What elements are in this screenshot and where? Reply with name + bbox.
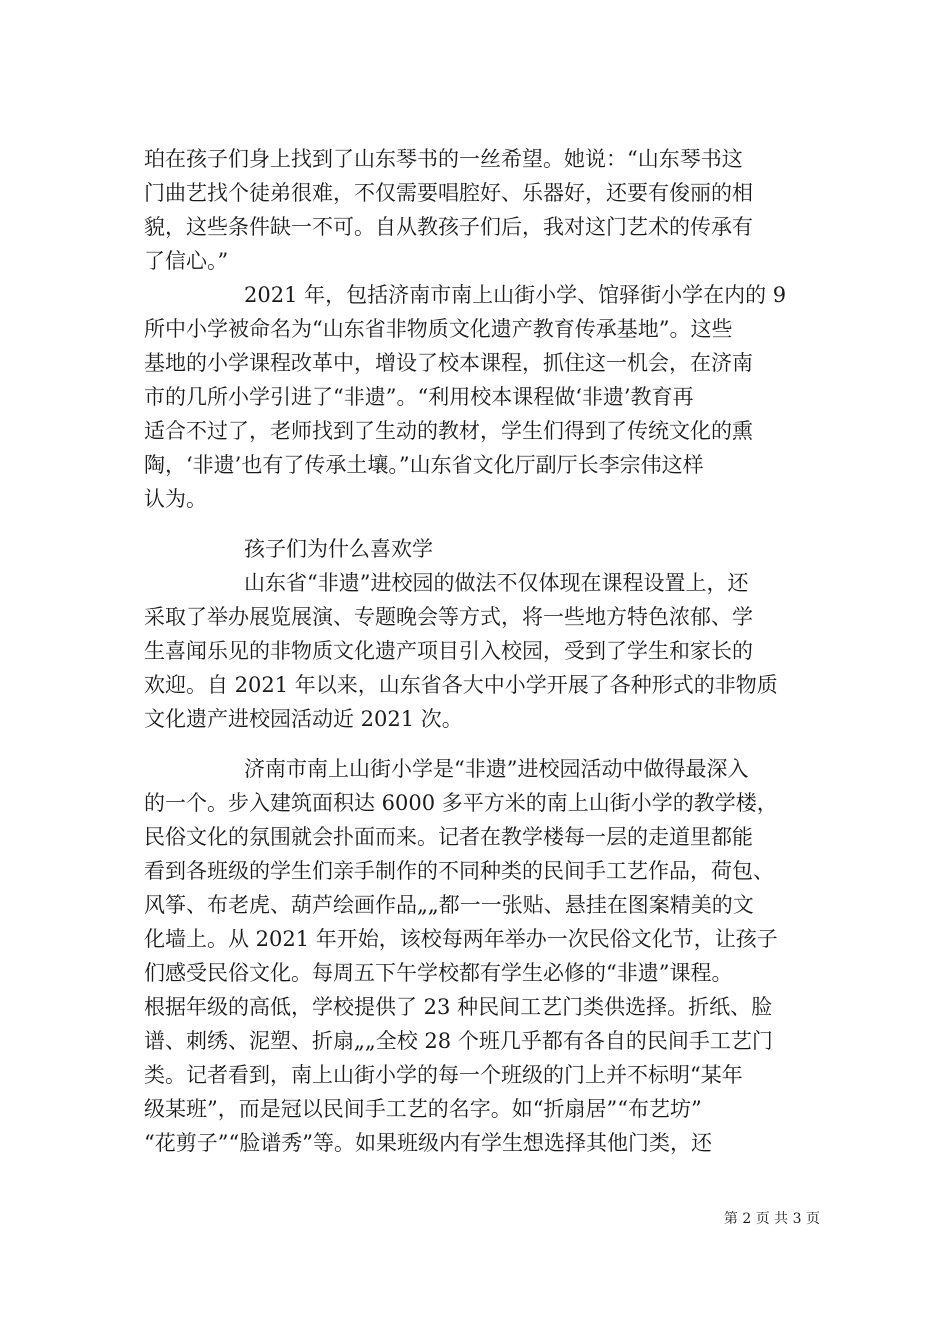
paragraph-line: 民俗文化的氛围就会扑面而来。记者在教学楼每一层的走道里都能	[144, 825, 753, 849]
paragraph-line: 所中小学被命名为“山东省非物质文化遗产教育传承基地”。这些	[144, 317, 733, 341]
paragraph-line: 采取了举办展览展演、专题晚会等方式，将一些地方特色浓郁、学	[144, 605, 753, 629]
paragraph-line: 貌，这些条件缺一不可。自从教孩子们后，我对这门艺术的传承有	[144, 215, 753, 239]
paragraph-line: “花剪子”“脸谱秀”等。如果班级内有学生想选择其他门类，还	[144, 1131, 712, 1155]
paragraph-line: 级某班”，而是冠以民间手工艺的名字。如“折扇居”“布艺坊”	[144, 1097, 702, 1121]
paragraph-line: 看到各班级的学生们亲手制作的不同种类的民间手工艺作品，荷包、	[144, 859, 774, 883]
paragraph-line: 2021 年，包括济南市南上山街小学、馆驿街小学在内的 9	[244, 283, 787, 307]
paragraph-line: 风筝、布老虎、葫芦绘画作品„„都一一张贴、悬挂在图案精美的文	[144, 893, 754, 917]
paragraph-line: 根据年级的高低，学校提供了 23 种民间工艺门类供选择。折纸、脸	[144, 995, 773, 1019]
paragraph-line: 门曲艺找个徒弟很难，不仅需要唱腔好、乐器好，还要有俊丽的相	[144, 181, 753, 205]
section-heading: 孩子们为什么喜欢学	[244, 537, 433, 561]
paragraph-line: 基地的小学课程改革中，增设了校本课程，抓住这一机会，在济南	[144, 351, 753, 375]
paragraph-line: 化墙上。从 2021 年开始，该校每两年举办一次民俗文化节，让孩子	[144, 927, 778, 951]
paragraph-line: 了信心。”	[144, 249, 229, 273]
paragraph-line: 适合不过了，老师找到了生动的教材，学生们得到了传统文化的熏	[144, 419, 753, 443]
page-number-footer: 第 2 页 共 3 页	[723, 1211, 820, 1227]
paragraph-line: 谱、刺绣、泥塑、折扇„„全校 28 个班几乎都有各自的民间手工艺门	[144, 1029, 773, 1053]
paragraph-line: 济南市南上山街小学是“非遗”进校园活动中做得最深入	[244, 757, 749, 781]
paragraph-line: 生喜闻乐见的非物质文化遗产项目引入校园，受到了学生和家长的	[144, 639, 753, 663]
paragraph-line: 文化遗产进校园活动近 2021 次。	[144, 707, 463, 731]
paragraph-line: 山东省“非遗”进校园的做法不仅体现在课程设置上，还	[244, 571, 749, 595]
paragraph-line: 欢迎。自 2021 年以来，山东省各大中小学开展了各种形式的非物质	[144, 673, 778, 697]
paragraph-line: 类。记者看到，南上山街小学的每一个班级的门上并不标明“某年	[144, 1063, 743, 1087]
paragraph-line: 的一个。步入建筑面积达 6000 多平方米的南上山街小学的教学楼，	[144, 791, 778, 815]
paragraph-line: 珀在孩子们身上找到了山东琴书的一丝希望。她说：“山东琴书这	[144, 147, 743, 171]
paragraph-line: 认为。	[144, 487, 207, 511]
paragraph-line: 陶，‘非遗’也有了传承土壤。”山东省文化厅副厅长李宗伟这样	[144, 453, 704, 477]
paragraph-line: 市的几所小学引进了“非遗”。“利用校本课程做‘非遗’教育再	[144, 385, 694, 409]
paragraph-line: 们感受民俗文化。每周五下午学校都有学生必修的“非遗”课程。	[144, 961, 733, 985]
